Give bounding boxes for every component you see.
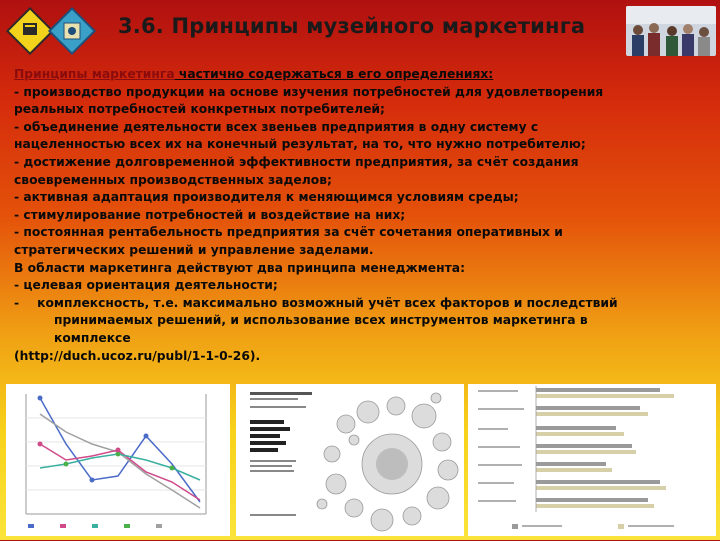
text-line: принимаемых решений, и использование всех инструментов маркетинга в <box>54 313 588 328</box>
text-line: реальных потребностей конкретных потребителей; <box>14 102 385 117</box>
text-line: - стимулирование потребностей и воздействие на них; <box>14 207 406 222</box>
text-line: своевременных производственных заделов; <box>14 172 332 187</box>
page-title: 3.6. Принципы музейного маркетинга <box>118 14 586 38</box>
text-line: - активная адаптация производителя к меняющимся условиям среды; <box>14 190 519 205</box>
text-line: - постоянная рентабельность предприятия за счёт сочетания оперативных и <box>14 225 563 240</box>
line-chart-image <box>6 384 230 536</box>
principles-text <box>14 66 710 365</box>
text-line: нацеленностью всех их на конечный результат, на то, что нужно потребителю; <box>14 137 586 152</box>
text-line: стратегических решений и управление заделами. <box>14 242 374 257</box>
logos-icon <box>6 6 98 56</box>
text-fragment: частично содержаться в его определениях: <box>174 67 494 81</box>
text-line <box>14 66 710 84</box>
bar-chart-image <box>468 384 716 536</box>
text-line: - объединение деятельности всех звеньев предприятия в одну систему с <box>14 119 539 134</box>
principles-link[interactable]: Принципы маркетинга <box>14 67 175 81</box>
text-line: - производство продукции на основе изучения потребностей для удовлетворения <box>14 84 604 99</box>
text-line <box>14 295 710 313</box>
document-image <box>236 384 464 536</box>
dash: - <box>14 295 20 310</box>
text-line: - достижение долговременной эффективности предприятия, за счёт создания <box>14 154 579 169</box>
text-line: комплексе <box>54 330 131 345</box>
text-line: - целевая ориентация деятельности; <box>14 278 278 293</box>
text-line: В области маркетинга действуют два принципа менеджмента: <box>14 260 465 275</box>
source-link[interactable]: (http://duch.ucoz.ru/publ/1-1-0-26). <box>14 348 261 363</box>
museum-visitors-photo <box>626 6 716 56</box>
text-fragment: комплексность, т.е. максимально возможный учёт всех факторов и последствий <box>37 295 618 310</box>
